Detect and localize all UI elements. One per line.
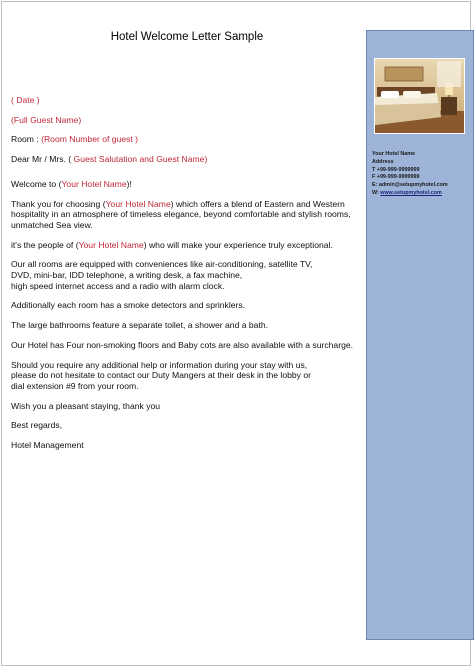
document-title: Hotel Welcome Letter Sample xyxy=(110,31,264,43)
paragraph-bathrooms: The large bathrooms feature a separate toilet, a shower and a bath. xyxy=(11,320,269,331)
letter-page xyxy=(1,1,471,666)
hotel-web xyxy=(372,190,472,198)
amenities-line: Our all rooms are equipped with conveniences like air-conditioning, satellite TV, xyxy=(11,259,313,270)
amenities-line: high speed internet access and a radio with alarm clock. xyxy=(11,280,225,291)
guest-name-placeholder: (Full Guest Name) xyxy=(11,114,82,125)
room-number-placeholder: (Room Number of guest ) xyxy=(41,134,139,145)
intro-suffix: ) which offers a blend of Eastern and Western hospitality in an atmosphere of timeless elegance, beyond comfortable and stylish rooms, unmatched Sea view. xyxy=(11,198,351,230)
amenities-line: DVD, mini-bar, IDD telephone, a writing desk, a fax machine, xyxy=(11,270,243,281)
intro-prefix: Thank you for choosing ( xyxy=(11,198,106,209)
website-link[interactable]: www.setupmyhotel.com xyxy=(380,189,442,196)
welcome-suffix: )! xyxy=(126,178,132,189)
welcome-line xyxy=(11,179,366,190)
help-line: please do not hesitate to contact our Duty Mangers at their desk in the lobby or xyxy=(11,370,312,381)
people-prefix: it's the people of ( xyxy=(11,239,79,250)
letter-body xyxy=(11,95,366,451)
closing-regards: Best regards, xyxy=(11,420,63,431)
closing-wish: Wish you a pleasant staying, thank you xyxy=(11,400,161,411)
hotel-room-photo xyxy=(374,58,465,134)
paragraph-amenities xyxy=(11,259,366,291)
hotel-name: Your Hotel Name xyxy=(372,151,416,157)
hotel-info-sidebar xyxy=(366,30,474,640)
help-line: Should you require any additional help or information during your stay with us, xyxy=(11,359,308,370)
hotel-email[interactable]: E: admin@setupmyhotel.com xyxy=(372,182,448,189)
salutation-label: Dear Mr / Mrs. ( xyxy=(11,154,74,165)
salutation-placeholder: Guest Salutation and Guest Name) xyxy=(73,154,208,165)
paragraph-floors: Our Hotel has Four non-smoking floors and Baby cots are also available with a surcharge. xyxy=(11,339,354,350)
room-line xyxy=(11,134,366,145)
paragraph-help xyxy=(11,360,366,392)
salutation-line xyxy=(11,154,366,165)
hotel-address: Address xyxy=(372,158,394,165)
paragraph-intro xyxy=(11,199,366,231)
paragraph-people xyxy=(11,240,366,251)
help-line: dial extension #9 from your room. xyxy=(11,380,139,391)
welcome-prefix: Welcome to ( xyxy=(11,178,62,189)
signature: Hotel Management xyxy=(11,440,84,451)
hotel-phone: T +99-999-9999999 xyxy=(372,166,420,173)
web-label: W: xyxy=(372,189,381,196)
people-suffix: ) who will make your experience truly exceptional. xyxy=(143,239,333,250)
room-label: Room : xyxy=(11,134,42,145)
contact-details xyxy=(372,151,472,198)
paragraph-safety: Additionally each room has a smoke detectors and sprinklers. xyxy=(11,300,246,311)
hotel-fax: F +99-999-9999999 xyxy=(372,174,420,181)
hotel-name-placeholder: Your Hotel Name xyxy=(78,239,144,250)
date-placeholder: ( Date ) xyxy=(11,95,40,105)
hotel-name-placeholder: Your Hotel Name xyxy=(105,198,171,209)
hotel-name-placeholder: Your Hotel Name xyxy=(61,178,127,189)
